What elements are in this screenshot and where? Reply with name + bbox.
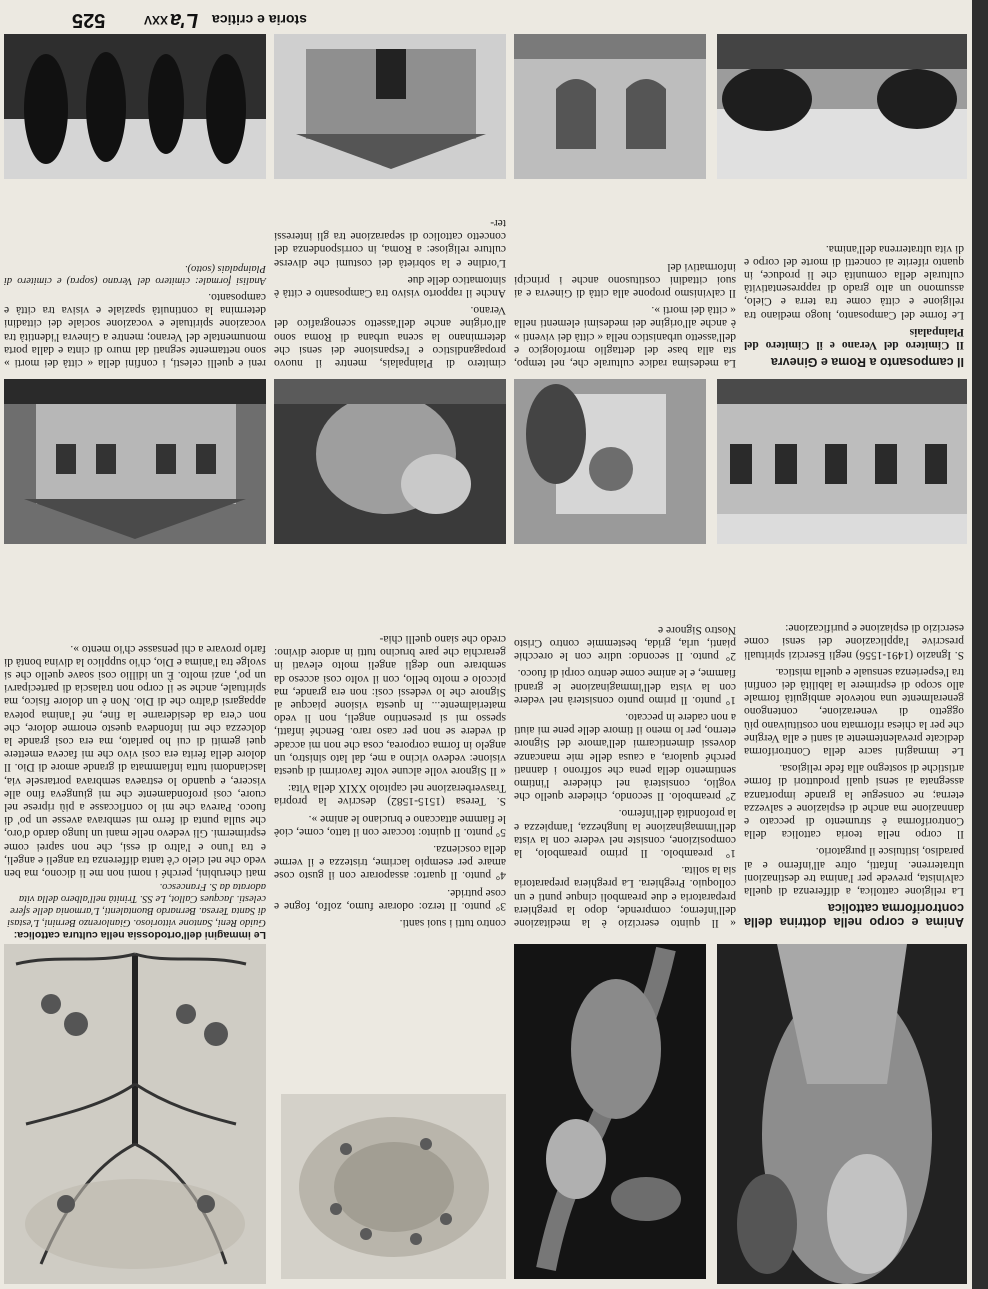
villa-facade-photo <box>4 379 266 544</box>
cemetery-lake-icon <box>717 34 967 179</box>
teresa-text-continued: mati cherubini, perché i nomi non me li dicono, ma ben vedo che nel cielo c'è tanta differenza tra angeli e angeli, e tra l'uno e l'altro di essi, che non saprei come esprimermi. Gli vedevo nelle mani un lungo dardo d'oro, che sulla punta di ferro mi sembrava avesse un po' di fuoco. Pareva che mi lo conficcasse a più riprese nel cuore, così profondamente che mi giungeva fino alle viscere, e quando lo estraeva sembrava portarsele via, lasciandomi tutta infiammata di grande amore di Dio. Il dolore della ferita era così vivo che mi faceva emettere quei gemiti di cui ho parlato, ma era così grande la dolcezza che mi infondeva questo enorme dolore, che non c'era da desiderarne la fine, né l'anima poteva appagarsi d'altro che di Dio. Non è un dolore fisico, ma spirituale, anche se il corpo non tralascia di parteciparvi un po', anzi molto. È un idillio così soave quello che si svolge tra l'anima e Dio, ch'io supplico la divina bontà di farlo provare a chi pensasse ch'io mento ». <box>4 642 266 879</box>
cemetery-column-1b <box>514 255 736 369</box>
art-caption-body: Guido Reni, Santone vittorioso. Gianlorenzo Bernini, L'estasi di Santa Teresa. Bernardo Buontalenti, L'armonia delle sfere celesti. Jacques Callot, Le SS. Trinità nell'albero della vita adorata da S. Francesco. <box>7 881 266 928</box>
angel-statue-icon <box>717 944 967 1284</box>
doctrine-paragraph-1: La religione cattolica, a differenza di quella calvinista, prevede per l'anima tre destinazioni ultraterrene. Infatti, oltre all'inferno e al paradiso, istituisce il purgatorio. <box>744 845 964 897</box>
cemetery-paragraph-5b: L'ordine e la sobrietà dei costumi che diverse culture religiose: a Roma, in corrispondenza del concetto cattolico di separazione tra gli interessi ter- <box>274 216 506 269</box>
bernini-ecstasy-icon <box>514 944 706 1279</box>
engraving-icon <box>281 1094 506 1279</box>
tomb-reliefs-photo <box>514 34 706 179</box>
teresa-paragraph-6: « Il Signore volle alcune volte favorirmi di questa visione: vedevo vicino a me, dal lato sinistro, un angelo in forma corporea, cosa che non mi accade di vedere se non per caso raro. Benché infatti, spesso mi si presentino angeli, non li vedo materialmente... In questa visione piacque al Signore che lo vedessi così: non era grande, ma piccolo e molto bello, con il volto così acceso da sembrare uno degli angeli molto elevati in gerarchia che pare brucino tutti in ardore divino: credo che siano quelli chia- <box>274 632 506 777</box>
teresa-paragraph-2: 3° punto. Il terzo: odorare fumo, zolfo, fogne e cose putride. <box>274 886 506 912</box>
cemetery-column-3 <box>4 258 266 369</box>
teresa-paragraph-1: contro tutti i suoi santi. <box>399 917 506 929</box>
teresa-paragraph-3: 4° punto. Il quarto: assaporare con il gusto cose amare per esempio lacrime, tristezza e il verme della coscienza. <box>274 842 506 882</box>
cemetery-column-1 <box>744 237 964 369</box>
doctrine-column-2 <box>514 619 736 929</box>
cemetery-chapel-icon <box>274 34 506 179</box>
art-caption-title: Le immagini dell'ortodossia nella cultura cattolica: <box>13 929 266 941</box>
cemetery-column-2 <box>274 212 506 369</box>
cemetery-paragraph-1: La medesima radice culturale che, nel tempo, sta alla base del dettaglio morfologico e dell'assetto urbanistico nella « città dei viventi » è anche all'origine dei medesimi elementi nella « città dei morti ». <box>514 304 736 369</box>
running-header <box>52 5 952 31</box>
magazine-logo: L'a <box>170 9 199 31</box>
page-number: 525 <box>72 9 106 31</box>
cemetery-paragraph-7: reni e quelli celesti, i confini della « città dei morti » sono nettamente segnati dal muro di cinta e dalla porta monumentale del Verano; mentre a Ginevra l'identità tra vocazione spirituale e vocazione sociale dei cittadini determina la continuità spaziale e visiva tra città e camposanto. <box>4 290 266 369</box>
teresa-column-right <box>4 637 266 879</box>
doctrine-paragraph-4: S. Ignazio (1491-1556) negli Esercizi spirituali prescrive l'applicazione dei sensi come esercizio di espiazione e purificazione: <box>744 622 964 661</box>
teresa-column-left <box>274 628 506 929</box>
doctrine-paragraph-5: « Il quinto esercizio è la meditazione dell'inferno; comprende, dopo la preghiera preparatoria e due preamboli cinque punti e un colloquio. Preghiera. La preghiera preparatoria sia la solita. <box>514 864 736 929</box>
doctrine-paragraph-6: 1° preambolo. Il primo preambolo, la composizione, consiste nel vedere con la vista dell'immaginazione la lunghezza, l'ampiezza e la profondità dell'inferno. <box>514 807 736 859</box>
engraving-photo <box>281 1094 506 1279</box>
doctrine-paragraph-3: Le immagini sacre della Controriforma dedicate prevalentemente ai santi e alla Vergine che per la chiesa riformata non costituivano più oggetto di venerazione, contengono generalmente una notevole ambiguità formale allo scopo di esprimere la labilità dei confini tra l'esperienza sensuale e quella mistica. <box>744 665 964 757</box>
tree-of-life-engraving-photo <box>4 944 266 1284</box>
doctrine-paragraph-8: 1° punto. Il primo punto consisterà nel vedere con la vista dell'immaginazione le grandi fiamme, e le anime come dentro corpi di fuoco. <box>514 667 736 706</box>
arcade-facade-photo <box>717 379 967 544</box>
tomb-reliefs-icon <box>514 34 706 179</box>
tree-of-life-engraving-icon <box>4 944 266 1284</box>
cemetery-paragraph-2: Il calvinismo propone alla città di Ginevra e ai suoi cittadini costitusono anche i principi informativi del <box>514 260 736 299</box>
cemetery-paragraph-4: Le forme del Camposanto, luogo mediano tra religione e città come tra terra e Cielo, assumono un alto grado di rappresentatività culturale della comunità che li produce, in quanto riferite ai concetti di morte del corpo e di vita ultraterrena dell'anima. <box>744 242 964 321</box>
teresa-paragraph-4: 5° punto. Il quinto: toccare con il tatto, come, cioè le fiamme attaccano e bruciano le anime ». <box>274 812 506 838</box>
doctrine-paragraph-2: Il corpo nella teoria cattolica della Controriforma è strumento di peccato e dannazione ma anche di espiazione e salvezza eterna; ne consegue la grande importanza assegnata ai sensi quali produttori di forme artistiche di sostegno alla fede religiosa. <box>744 762 964 841</box>
angel-statue-photo <box>717 944 967 1284</box>
funerary-monument-photo <box>514 379 706 544</box>
cemetery-paragraph-3: Il Cimitero del Verano e il Cimitero del Plainpalais <box>744 325 964 351</box>
scan-edge-shadow <box>972 0 988 1289</box>
angel-sculpture-icon <box>274 379 506 544</box>
arcade-facade-icon <box>717 379 967 544</box>
cemetery-caption: Analisi formale: cimitero del Verano (sopra) e cimitero di Plainpalais (sotto). <box>4 262 266 286</box>
angel-sculpture-photo <box>274 379 506 544</box>
doctrine-paragraph-9: 2° punto. Il secondo: udire con le orecchie pianti, urla, grida, bestemmie contro Cristo Nostro Signore e <box>514 623 736 663</box>
cemetery-heading: Il camposanto a Roma e Ginevra <box>770 355 964 369</box>
bernini-ecstasy-photo <box>514 944 706 1279</box>
cemetery-paragraph-5: cimitero di Plainpalais, mentre il nuovo propagandistico e l'espansione dei sensi che determinano la scena urbana di Roma sono all'origine anche dell'assetto scenografico del Verano. <box>274 304 506 369</box>
cemetery-paragraph-6: Anche il rapporto visivo tra Camposanto e città è sintomatico delle due <box>274 273 506 299</box>
cemetery-chapel-photo <box>274 34 506 179</box>
cemetery-avenue-icon <box>4 34 266 179</box>
teresa-paragraph-5: S. Teresa (1515-1582) descrive la propria Trasverberazione nel capitolo XXIX della Vita: <box>274 782 506 808</box>
doctrine-paragraph-7: 2° preambolo. Il secondo, chiedere quello che voglio, consisterà nel chiedere l'intimo sentimento della pena che soffrono i dannati perché qualora, a causa delle mie mancanze dovessi dimenticarmi dell'amore del Signore eterno, per lo meno il timore delle pene mi aiuti a non cadere in peccato. <box>514 710 736 803</box>
section-name: storia e critica <box>212 12 307 28</box>
doctrine-column-1 <box>744 617 964 929</box>
cemetery-avenue-photo <box>4 34 266 179</box>
villa-facade-icon <box>4 379 266 544</box>
doctrine-heading: Anima e corpo nella dottrina della controriforma cattolica <box>744 901 964 929</box>
art-caption <box>4 880 266 941</box>
volume-number: XXV <box>144 13 169 27</box>
cemetery-lake-photo <box>717 34 967 179</box>
funerary-monument-icon <box>514 379 706 544</box>
